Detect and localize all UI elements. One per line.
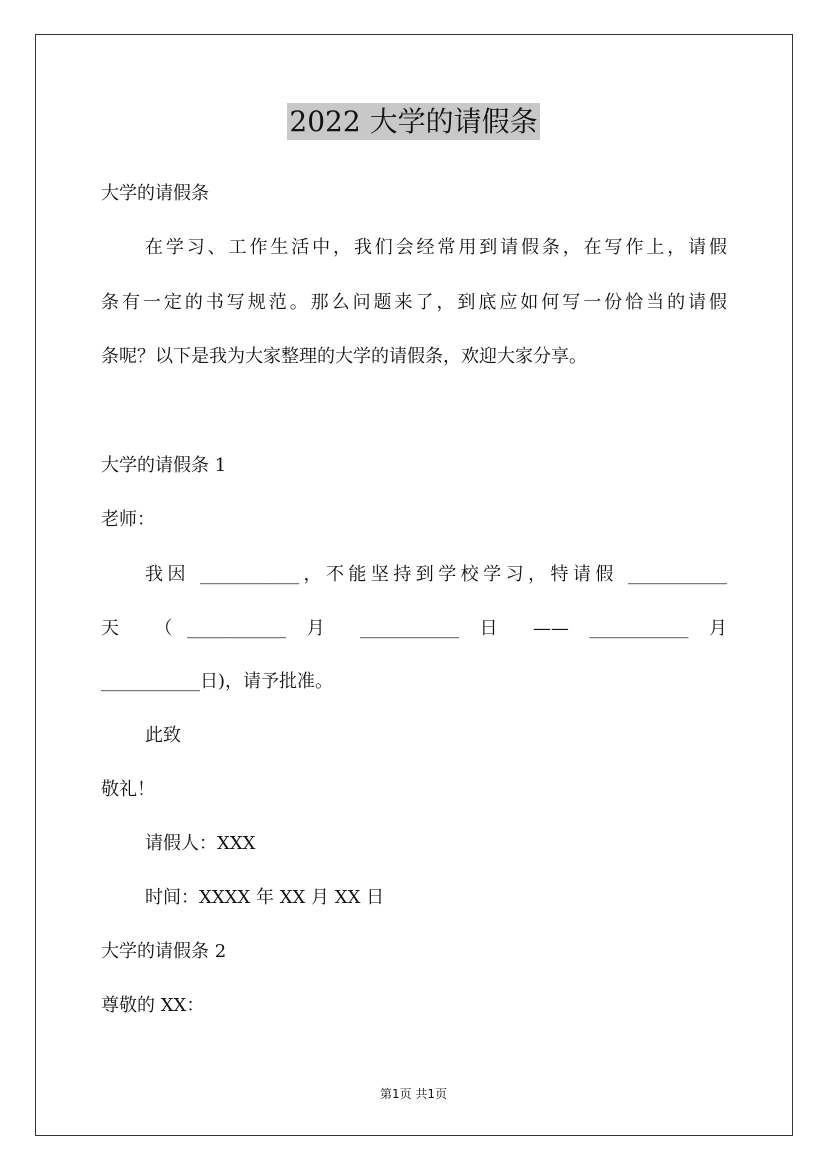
intro-line-3: 条呢？以下是我为大家整理的大学的请假条，欢迎大家分享。: [101, 346, 587, 367]
closing-jing-li: 敬礼！: [101, 779, 155, 800]
document-title: 2022 大学的请假条: [289, 105, 538, 138]
section1-body-3: ___________日)，请予批准。: [101, 671, 334, 692]
date: 时间：XXXX 年 XX 月 XX 日: [145, 887, 385, 908]
section1-heading: 大学的请假条 1: [101, 455, 227, 476]
page-footer: 第1页 共1页: [379, 1087, 448, 1101]
section2-heading: 大学的请假条 2: [101, 941, 227, 962]
intro-line-2: 条有一定的书写规范。那么问题来了，到底应如何写一份恰当的请假: [101, 292, 727, 313]
intro-line-1: 在学习、工作生活中，我们会经常用到请假条，在写作上，请假: [145, 237, 727, 258]
section1-body-2: 天 （___________ 月 ___________ 日 —— ___________ 月: [101, 618, 727, 639]
heading: 大学的请假条: [101, 183, 209, 204]
signer: 请假人：XXX: [145, 833, 256, 854]
section2-salutation: 尊敬的 XX：: [101, 995, 205, 1016]
section1-salutation: 老师：: [101, 509, 155, 530]
section1-body-1: 我因 ___________，不能坚持到学校学习，特请假 ___________: [145, 564, 727, 585]
closing-ci-zhi: 此致: [145, 725, 181, 746]
